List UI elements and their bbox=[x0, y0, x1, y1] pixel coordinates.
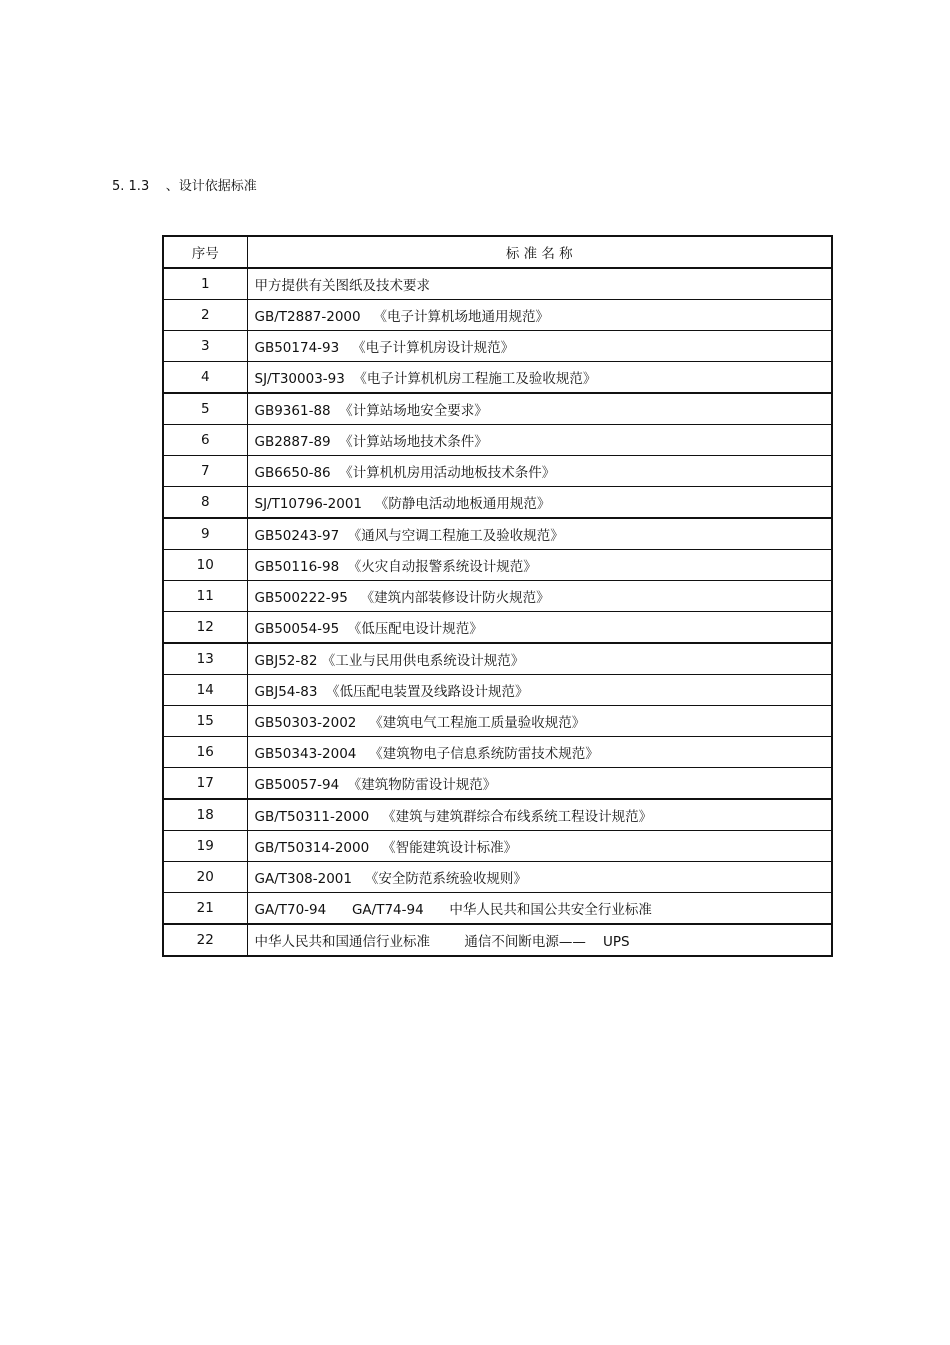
table-row bbox=[163, 268, 832, 300]
table-row bbox=[163, 331, 832, 362]
table-row bbox=[163, 675, 832, 706]
table-row bbox=[163, 518, 832, 550]
table-row bbox=[163, 300, 832, 331]
row-number: 9 bbox=[163, 518, 247, 550]
row-standard-name: GB2887-89 《计算站场地技术条件》 bbox=[247, 425, 832, 456]
row-number: 12 bbox=[163, 612, 247, 644]
row-number: 20 bbox=[163, 862, 247, 893]
header-row bbox=[163, 236, 832, 268]
table-row bbox=[163, 924, 832, 956]
row-standard-name: GB50343-2004 《建筑物电子信息系统防雷技术规范》 bbox=[247, 737, 832, 768]
row-standard-name: GB50243-97 《通风与空调工程施工及验收规范》 bbox=[247, 518, 832, 550]
row-number: 19 bbox=[163, 831, 247, 862]
row-standard-name: SJ/T10796-2001 《防静电活动地板通用规范》 bbox=[247, 487, 832, 519]
row-standard-name: GB/T50314-2000 《智能建筑设计标准》 bbox=[247, 831, 832, 862]
row-number: 15 bbox=[163, 706, 247, 737]
row-number: 16 bbox=[163, 737, 247, 768]
header-name: 标 准 名 称 bbox=[247, 236, 832, 268]
table-row bbox=[163, 831, 832, 862]
row-standard-name: GB50054-95 《低压配电设计规范》 bbox=[247, 612, 832, 644]
table-body bbox=[163, 268, 832, 956]
table-row bbox=[163, 393, 832, 425]
table-row bbox=[163, 706, 832, 737]
table-row bbox=[163, 362, 832, 394]
row-standard-name: GB50057-94 《建筑物防雷设计规范》 bbox=[247, 768, 832, 800]
row-standard-name: GB500222-95 《建筑内部装修设计防火规范》 bbox=[247, 581, 832, 612]
table-row bbox=[163, 425, 832, 456]
row-standard-name: SJ/T30003-93 《电子计算机机房工程施工及验收规范》 bbox=[247, 362, 832, 394]
row-number: 3 bbox=[163, 331, 247, 362]
row-standard-name: 甲方提供有关图纸及技术要求 bbox=[247, 268, 832, 300]
row-standard-name: GBJ52-82 《工业与民用供电系统设计规范》 bbox=[247, 643, 832, 675]
row-number: 2 bbox=[163, 300, 247, 331]
section-heading: 5. 1.3 、设计依据标准 bbox=[112, 179, 257, 194]
row-standard-name: GB50174-93 《电子计算机房设计规范》 bbox=[247, 331, 832, 362]
row-standard-name: GBJ54-83 《低压配电装置及线路设计规范》 bbox=[247, 675, 832, 706]
table-row bbox=[163, 799, 832, 831]
row-number: 21 bbox=[163, 893, 247, 925]
row-number: 18 bbox=[163, 799, 247, 831]
row-number: 17 bbox=[163, 768, 247, 800]
row-number: 5 bbox=[163, 393, 247, 425]
row-standard-name: GB50303-2002 《建筑电气工程施工质量验收规范》 bbox=[247, 706, 832, 737]
row-number: 22 bbox=[163, 924, 247, 956]
row-standard-name: GB/T50311-2000 《建筑与建筑群综合布线系统工程设计规范》 bbox=[247, 799, 832, 831]
table-header bbox=[163, 236, 832, 268]
table-row bbox=[163, 550, 832, 581]
table-row bbox=[163, 487, 832, 519]
row-standard-name: GB/T2887-2000 《电子计算机场地通用规范》 bbox=[247, 300, 832, 331]
row-number: 8 bbox=[163, 487, 247, 519]
table-row bbox=[163, 862, 832, 893]
table-row bbox=[163, 643, 832, 675]
header-number: 序号 bbox=[163, 236, 247, 268]
row-standard-name: GB9361-88 《计算站场地安全要求》 bbox=[247, 393, 832, 425]
row-standard-name: GA/T70-94 GA/T74-94 中华人民共和国公共安全行业标准 bbox=[247, 893, 832, 925]
row-number: 14 bbox=[163, 675, 247, 706]
table-row bbox=[163, 893, 832, 925]
table-row bbox=[163, 768, 832, 800]
row-number: 10 bbox=[163, 550, 247, 581]
table-row bbox=[163, 456, 832, 487]
row-standard-name: 中华人民共和国通信行业标准 通信不间断电源—— UPS bbox=[247, 924, 832, 956]
standards-table bbox=[162, 235, 833, 957]
row-number: 4 bbox=[163, 362, 247, 394]
row-standard-name: GB6650-86 《计算机机房用活动地板技术条件》 bbox=[247, 456, 832, 487]
table-row bbox=[163, 581, 832, 612]
row-number: 7 bbox=[163, 456, 247, 487]
row-number: 11 bbox=[163, 581, 247, 612]
row-number: 6 bbox=[163, 425, 247, 456]
row-number: 13 bbox=[163, 643, 247, 675]
row-standard-name: GA/T308-2001 《安全防范系统验收规则》 bbox=[247, 862, 832, 893]
row-number: 1 bbox=[163, 268, 247, 300]
table-row bbox=[163, 737, 832, 768]
table-row bbox=[163, 612, 832, 644]
row-standard-name: GB50116-98 《火灾自动报警系统设计规范》 bbox=[247, 550, 832, 581]
